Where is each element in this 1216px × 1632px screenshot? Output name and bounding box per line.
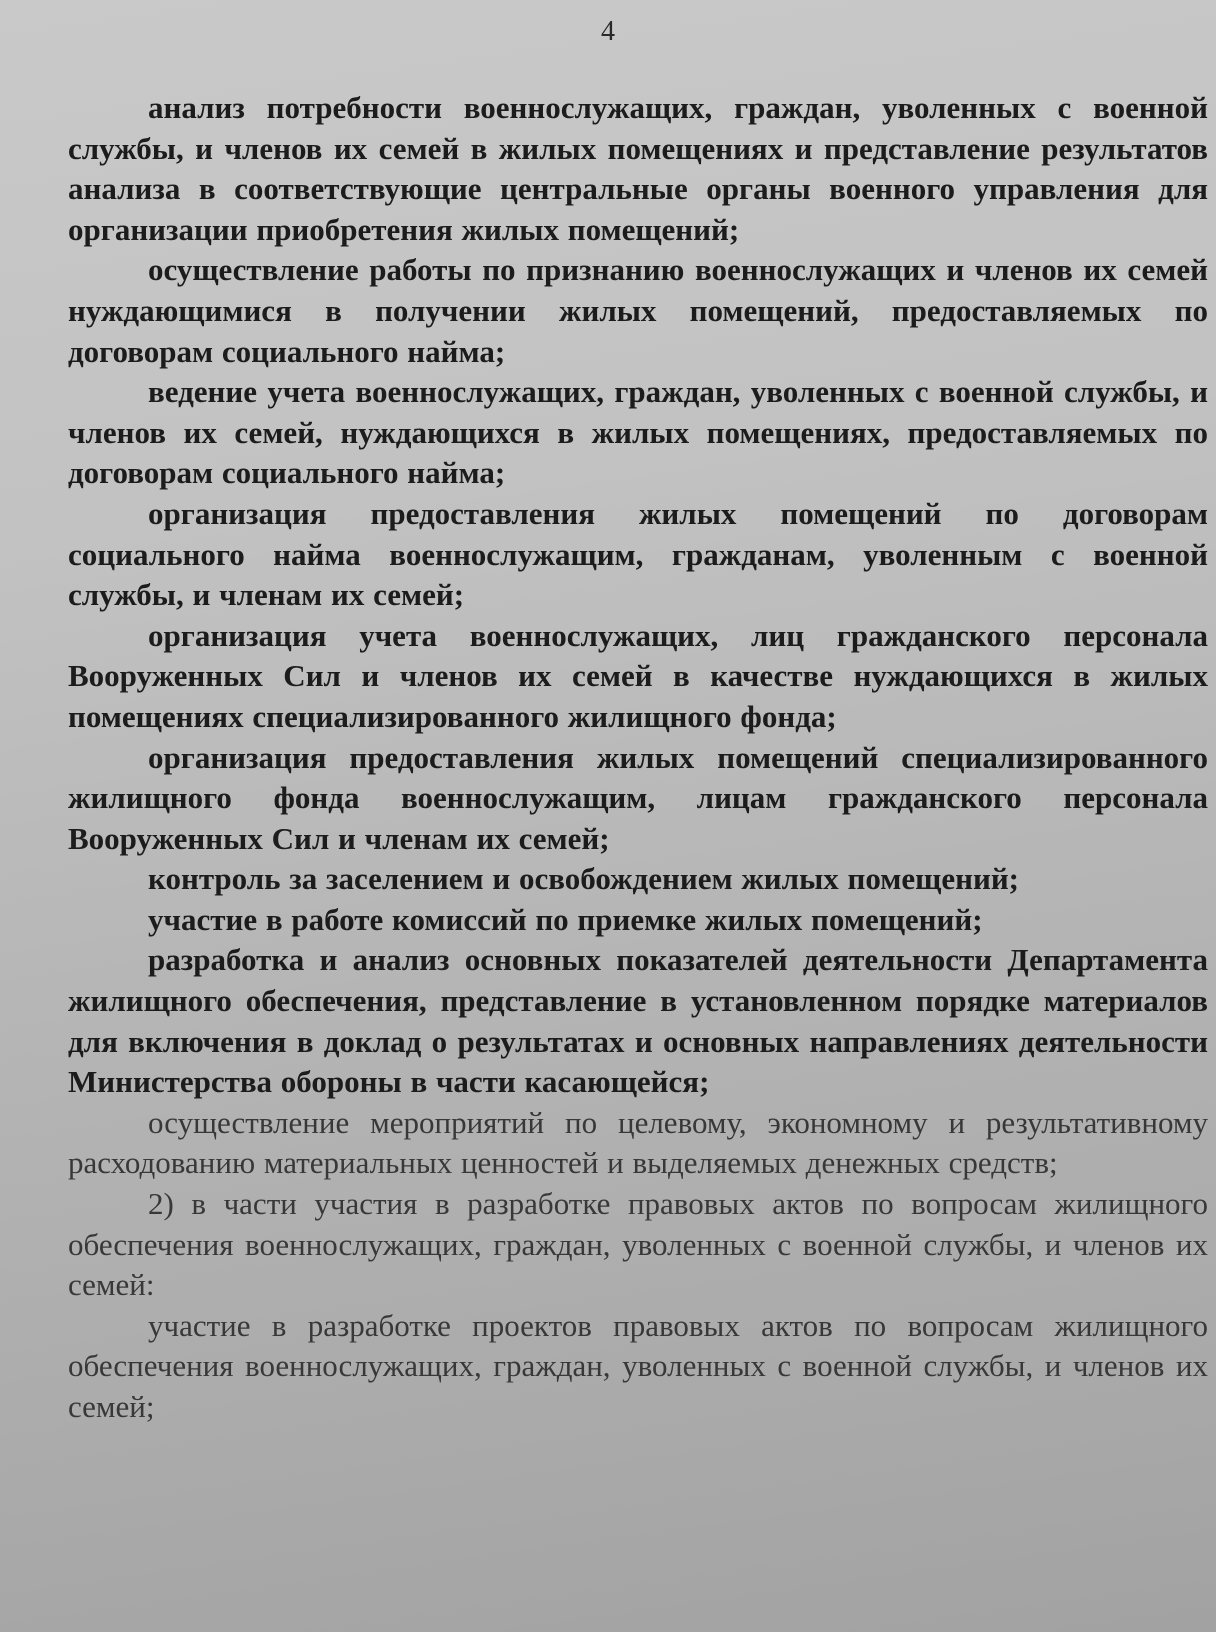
paragraph: анализ потребности военнослужащих, граждан, уволенных с военной службы, и членов их семей в жилых помещениях и представление результатов анализа в соответствующие центральные органы военного управления для организации приобретения жилых помещений; (68, 90, 1208, 247)
paragraph: осуществление мероприятий по целевому, экономному и результативному расходованию материальных ценностей и выделяемых денежных средств; (68, 1104, 1208, 1181)
document-body (68, 88, 1208, 1428)
paragraph: разработка и анализ основных показателей деятельности Департамента жилищного обеспечения, представление в установленном порядке материалов для включения в доклад о результатах и основных направлениях деятельности Министерства обороны в части касающейся; (68, 942, 1208, 1100)
paragraph: участие в работе комиссий по приемке жилых помещений; (148, 901, 983, 937)
paragraph: контроль за заселением и освобождением жилых помещений; (148, 861, 1020, 897)
paragraph: организация учета военнослужащих, лиц гражданского персонала Вооруженных Сил и членов их семей в качестве нуждающихся в жилых помещениях специализированного жилищного фонда; (68, 617, 1208, 734)
page-number: 4 (601, 16, 615, 47)
paragraph: организация предоставления жилых помещений по договорам социального найма военнослужащим, гражданам, уволенным с военной службы, и членам их семей; (68, 495, 1208, 613)
paragraph: организация предоставления жилых помещений специализированного жилищного фонда военнослужащим, лицам гражданского персонала Вооруженных Сил и членам их семей; (68, 739, 1208, 856)
paragraph: ведение учета военнослужащих, граждан, уволенных с военной службы, и членов их семей, нуждающихся в жилых помещениях, предоставляемых по договорам социального найма; (68, 374, 1208, 491)
paragraph: 2) в части участия в разработке правовых актов по вопросам жилищного обеспечения военнослужащих, граждан, уволенных с военной службы, и членов их семей: (68, 1186, 1208, 1303)
paragraph: осуществление работы по признанию военнослужащих и членов их семей нуждающимися в получении жилых помещений, предоставляемых по договорам социального найма; (68, 252, 1208, 369)
paragraph: участие в разработке проектов правовых актов по вопросам жилищного обеспечения военнослужащих, граждан, уволенных с военной службы, и членов их семей; (68, 1307, 1208, 1424)
